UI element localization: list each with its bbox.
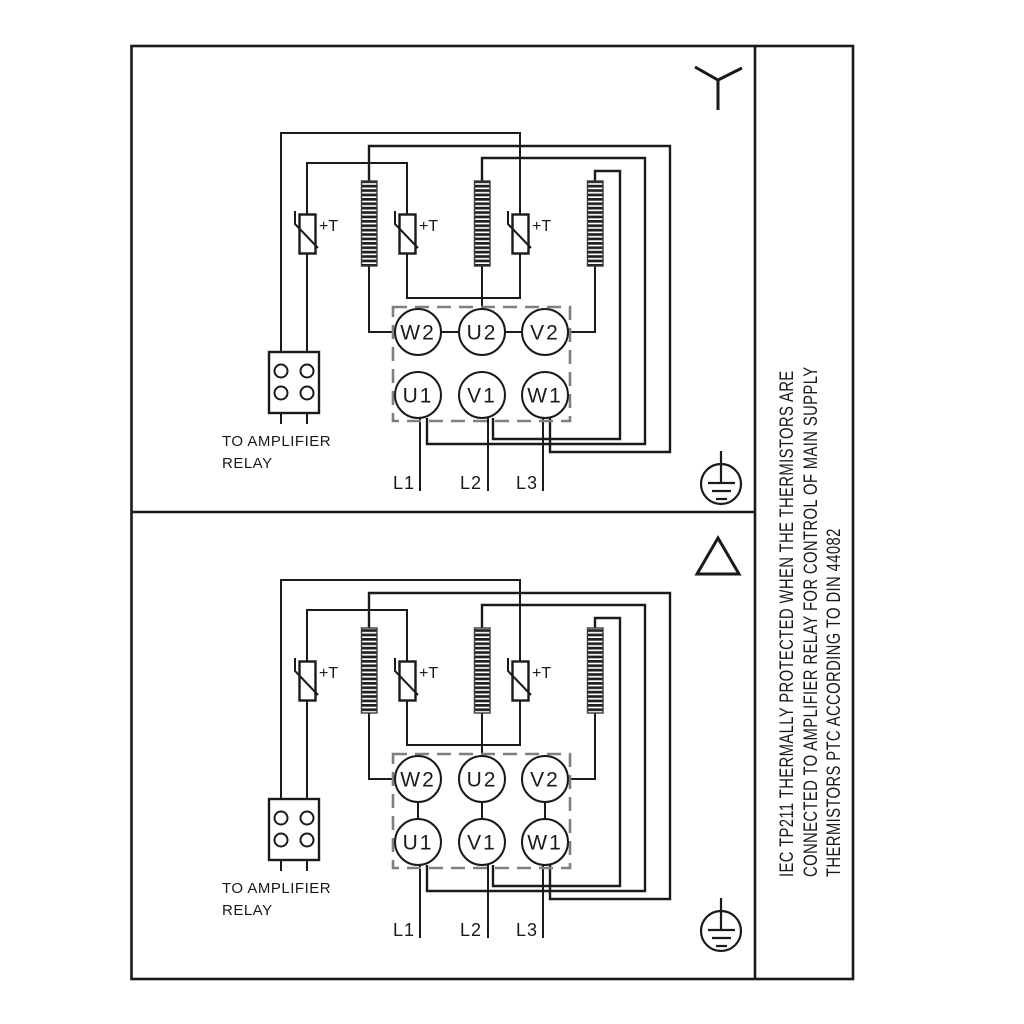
thermistor-label: +T	[319, 218, 339, 235]
thermistor-label: +T	[419, 218, 439, 235]
wire-coil1-to-w2	[369, 713, 395, 779]
relay-pin	[301, 387, 314, 400]
side-note-line2: CONNECTED TO AMPLIFIER RELAY FOR CONTROL OF MAIN SUPPLY	[800, 366, 822, 877]
thermistor-label: +T	[319, 665, 339, 682]
supply-label-l2: L2	[460, 473, 483, 493]
thermistor-label: +T	[532, 665, 552, 682]
relay-pin	[275, 387, 288, 400]
wire-coil3-to-v2	[568, 713, 595, 779]
side-note-line3: THERMISTORS PTC ACCORDING TO DIN 44082	[823, 528, 845, 877]
ground-symbol-icon	[701, 451, 741, 504]
relay-caption-line2: RELAY	[222, 455, 273, 472]
relay-pin	[301, 812, 314, 825]
terminal-label-u1: U1	[402, 831, 434, 855]
terminal-board	[393, 307, 570, 421]
relay-connector	[222, 799, 331, 919]
supply-label-l3: L3	[516, 473, 539, 493]
terminal-label-v1: V1	[467, 831, 497, 855]
supply-label-l2: L2	[460, 920, 483, 940]
relay-box	[269, 352, 319, 413]
relay-connector	[222, 352, 331, 472]
thermistor-3	[508, 658, 551, 701]
panel-delta	[222, 538, 741, 951]
wire-thermistor2-to-thermistor3	[407, 700, 520, 745]
wire-coil3-to-v2	[568, 266, 595, 332]
terminal-label-w2: W2	[400, 321, 436, 345]
ground-symbol-icon	[701, 898, 741, 951]
relay-pin	[275, 834, 288, 847]
thermistor-body	[513, 215, 529, 254]
supply-label-l1: L1	[393, 920, 416, 940]
winding-coil-3	[588, 628, 604, 713]
wire-thermistor2-to-thermistor3	[407, 253, 520, 298]
terminal-label-u1: U1	[402, 384, 434, 408]
supply-label-l1: L1	[393, 473, 416, 493]
thermistor-label: +T	[532, 218, 552, 235]
thermistor-body	[300, 662, 316, 701]
thermistor-body	[300, 215, 316, 254]
thermistor-body	[513, 662, 529, 701]
relay-box	[269, 799, 319, 860]
relay-caption-line2: RELAY	[222, 902, 273, 919]
thermistor-2	[395, 658, 438, 701]
star-symbol-icon	[695, 67, 742, 110]
terminal-label-u2: U2	[466, 768, 498, 792]
thermistor-body	[400, 662, 416, 701]
winding-coil-2	[475, 628, 491, 713]
wire-thermistor1-to-thermistor2	[307, 610, 407, 662]
thermistor-2	[395, 211, 438, 254]
thermistor-3	[508, 211, 551, 254]
thermistor-1	[295, 211, 338, 254]
relay-pin	[275, 812, 288, 825]
relay-pin	[301, 365, 314, 378]
winding-coil-1	[362, 181, 378, 266]
wire-thermistor1-to-thermistor2	[307, 163, 407, 215]
winding-coil-1	[362, 628, 378, 713]
delta-bridge-links	[418, 802, 545, 819]
supply-label-l3: L3	[516, 920, 539, 940]
terminal-label-w1: W1	[527, 831, 563, 855]
thermistor-1	[295, 658, 338, 701]
terminal-label-w2: W2	[400, 768, 436, 792]
relay-pin	[301, 834, 314, 847]
relay-caption-line1: TO AMPLIFIER	[222, 433, 332, 450]
terminal-label-u2: U2	[466, 321, 498, 345]
side-note-line1: IEC TP211 THERMALLY PROTECTED WHEN THE THERMISTORS ARE	[776, 370, 798, 877]
wire-coil1-to-w2	[369, 266, 395, 332]
thermistor-label: +T	[419, 665, 439, 682]
delta-symbol-icon	[697, 538, 739, 574]
terminal-label-w1: W1	[527, 384, 563, 408]
relay-caption-line1: TO AMPLIFIER	[222, 880, 332, 897]
relay-pin	[275, 365, 288, 378]
winding-coil-2	[475, 181, 491, 266]
side-note	[776, 367, 844, 877]
terminal-label-v1: V1	[467, 384, 497, 408]
thermistor-body	[400, 215, 416, 254]
panel-star	[222, 67, 742, 504]
terminal-label-v2: V2	[530, 321, 560, 345]
terminal-label-v2: V2	[530, 768, 560, 792]
winding-coil-3	[588, 181, 604, 266]
